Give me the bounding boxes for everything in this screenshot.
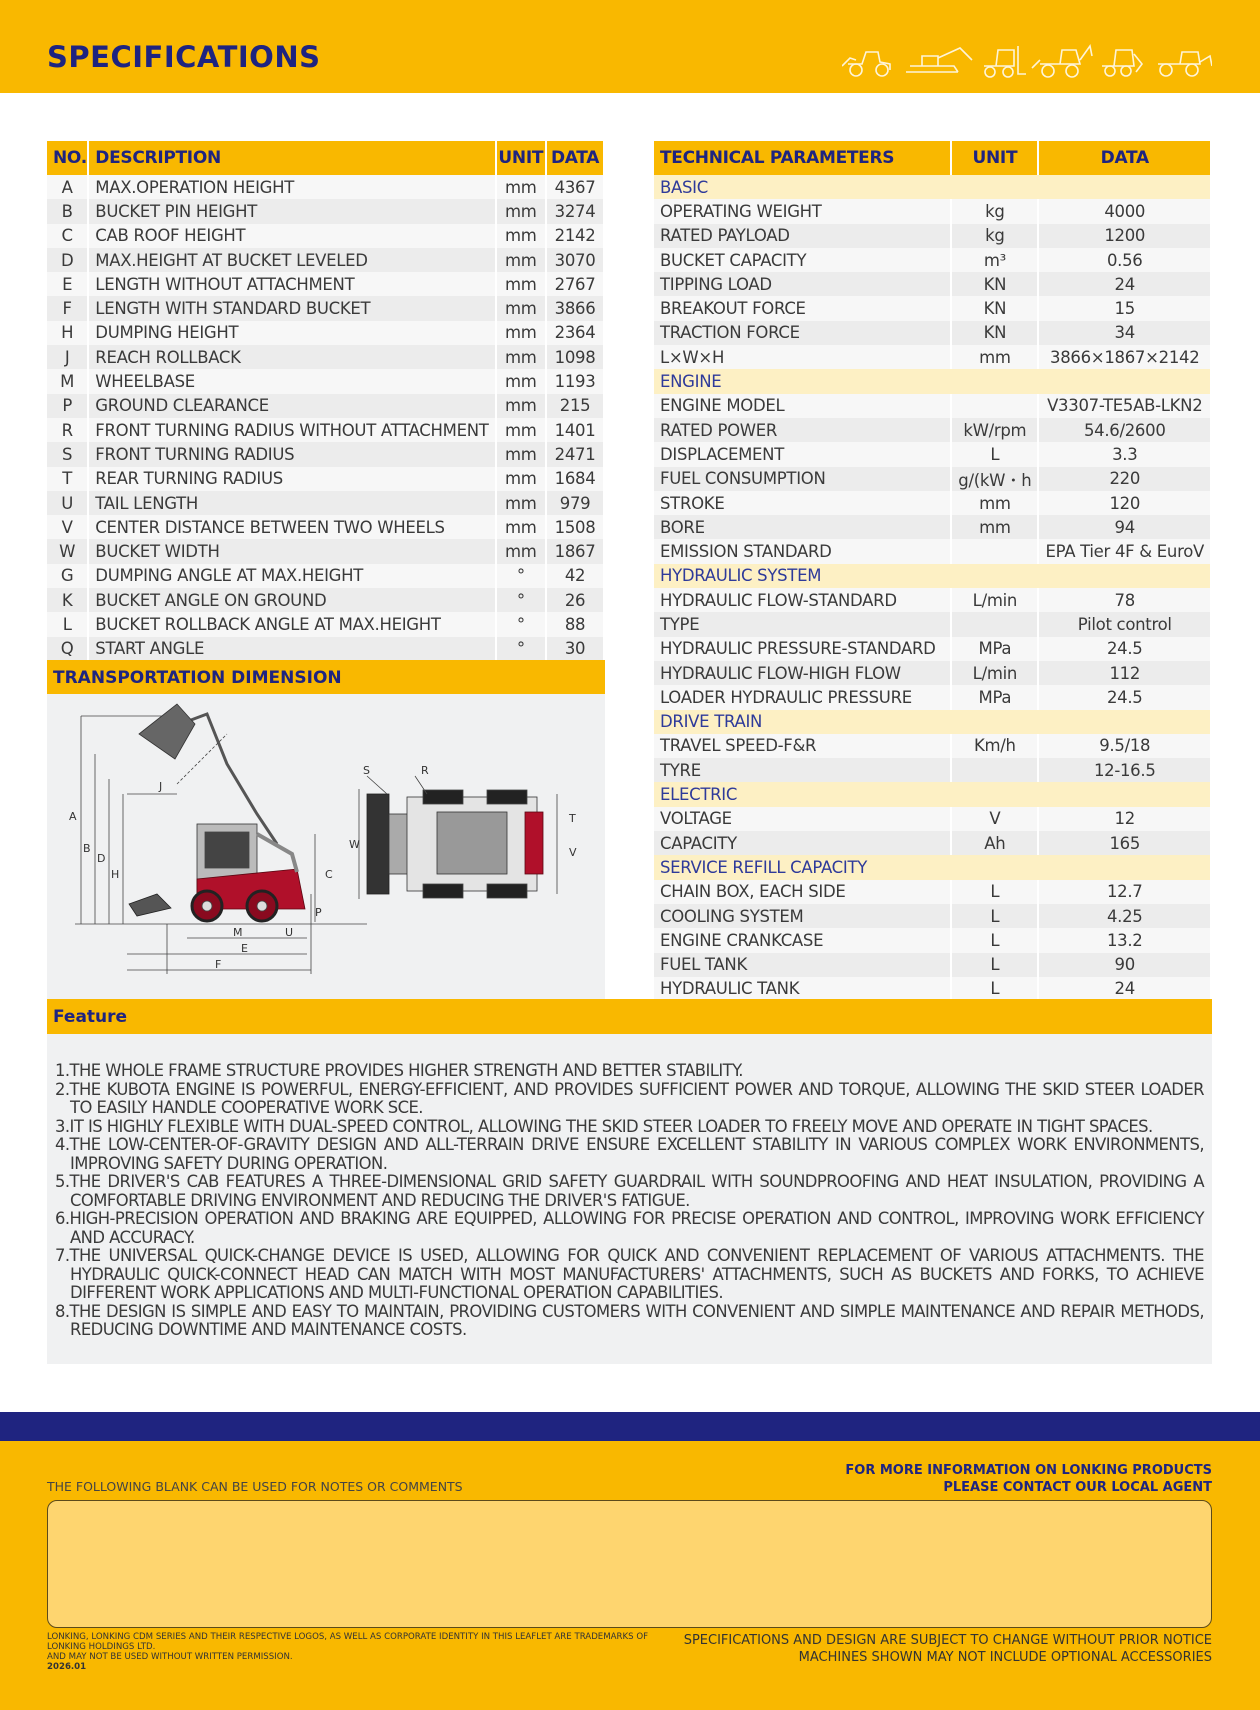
table-row [654, 394, 1211, 418]
table-row [654, 491, 1211, 515]
table-row [47, 199, 604, 223]
feature-item: 3.IT IS HIGHLY FLEXIBLE WITH DUAL-SPEED CONTROL, ALLOWING THE SKID STEER LOADER TO FREELY MOVE AND OPERATE IN TIGHT SPACES. [55, 1116, 1153, 1136]
cell-param: TRACTION FORCE [654, 321, 951, 345]
transport-dimension-header: TRANSPORTATION DIMENSION [47, 660, 605, 694]
table-row [47, 394, 604, 418]
table-row [654, 224, 1211, 248]
cell-param: TYPE [654, 612, 951, 636]
cell-param: BREAKOUT FORCE [654, 296, 951, 320]
page-header [0, 0, 1260, 93]
cell-description: TAIL LENGTH [88, 491, 495, 515]
backhoe-icon [1032, 46, 1092, 77]
col-data-header: DATA [1038, 141, 1211, 175]
section-label: HYDRAULIC SYSTEM [654, 564, 1211, 588]
table-row [654, 515, 1211, 539]
edition-date: 2026.01 [47, 1662, 87, 1672]
cell-data: 2767 [546, 272, 604, 296]
cell-unit: L [951, 880, 1038, 904]
table-row [654, 977, 1211, 1001]
cell-unit: mm [496, 224, 547, 248]
cell-unit: mm [496, 175, 547, 199]
cell-no: M [47, 369, 88, 393]
wheel-loader-icon [842, 52, 890, 76]
cell-data: 3866 [546, 296, 604, 320]
cell-data: 88 [546, 612, 604, 636]
cell-no: A [47, 175, 88, 199]
cell-unit: mm [496, 272, 547, 296]
cell-param: L×W×H [654, 345, 951, 369]
cell-description: START ANGLE [88, 637, 495, 661]
cell-unit: g/(kW・h [951, 467, 1038, 491]
cell-unit: L/min [951, 661, 1038, 685]
cell-unit: mm [496, 515, 547, 539]
col-unit-header: UNIT [951, 141, 1038, 175]
cell-unit: mm [496, 467, 547, 491]
cell-description: MAX.HEIGHT AT BUCKET LEVELED [88, 248, 495, 272]
cell-unit: MPa [951, 685, 1038, 709]
dim-label-m: M [233, 926, 243, 939]
cell-data: 24.5 [1038, 685, 1211, 709]
cell-description: WHEELBASE [88, 369, 495, 393]
feature-item: 6.HIGH-PRECISION OPERATION AND BRAKING ARE EQUIPPED, ALLOWING FOR PRECISE OPERATION AND CONTROL, IMPROVING WORK EFFICIENCY AND ACCURACY. [55, 1209, 1204, 1247]
legal-line-1: LONKING, LONKING CDM SERIES AND THEIR RESPECTIVE LOGOS, AS WELL AS CORPORATE IDENTITY IN THIS LEAFLET ARE TRADEMARKS OF LONKING HOLDINGS LTD. [47, 1632, 649, 1652]
cell-data: 1193 [546, 369, 604, 393]
legal-text [47, 1632, 687, 1672]
cell-unit: L/min [951, 588, 1038, 612]
table-row [654, 637, 1211, 661]
cell-description: GROUND CLEARANCE [88, 394, 495, 418]
cell-description: BUCKET PIN HEIGHT [88, 199, 495, 223]
cell-data: 42 [546, 564, 604, 588]
cell-data: 90 [1038, 953, 1211, 977]
cell-no: J [47, 345, 88, 369]
cell-data: 4.25 [1038, 904, 1211, 928]
cell-unit: L [951, 928, 1038, 952]
table-row [47, 345, 604, 369]
cell-unit: kW/rpm [951, 418, 1038, 442]
cell-param: HYDRAULIC FLOW-STANDARD [654, 588, 951, 612]
cell-no: F [47, 296, 88, 320]
cell-param: CAPACITY [654, 831, 951, 855]
cell-data: 30 [546, 637, 604, 661]
cell-no: U [47, 491, 88, 515]
table-row [47, 321, 604, 345]
cell-data: 4000 [1038, 199, 1211, 223]
cell-data: 220 [1038, 467, 1211, 491]
dim-label-w: W [349, 838, 360, 851]
table-row [47, 175, 604, 199]
cell-no: S [47, 442, 88, 466]
cell-data: 2471 [546, 442, 604, 466]
section-label: SERVICE REFILL CAPACITY [654, 855, 1211, 879]
section-row [654, 782, 1211, 806]
table-row [47, 515, 604, 539]
dim-label-r: R [421, 764, 429, 777]
cell-unit: mm [496, 394, 547, 418]
cell-data: 24 [1038, 977, 1211, 1001]
table-row [654, 442, 1211, 466]
section-label: ENGINE [654, 369, 1211, 393]
section-label: BASIC [654, 175, 1211, 199]
section-row [654, 710, 1211, 734]
cell-data: 15 [1038, 296, 1211, 320]
section-row [654, 564, 1211, 588]
col-description-header: DESCRIPTION [88, 141, 495, 175]
cell-data: 1401 [546, 418, 604, 442]
cell-unit: kg [951, 199, 1038, 223]
dim-label-c: C [325, 868, 333, 881]
section-label: DRIVE TRAIN [654, 710, 1211, 734]
table-row [654, 880, 1211, 904]
cell-data: 3866×1867×2142 [1038, 345, 1211, 369]
more-info-line-1: FOR MORE INFORMATION ON LONKING PRODUCTS [845, 1463, 1212, 1478]
cell-param: DISPLACEMENT [654, 442, 951, 466]
cell-data: 78 [1038, 588, 1211, 612]
cell-unit: mm [496, 345, 547, 369]
cell-data: EPA Tier 4F & EuroV [1038, 539, 1211, 563]
cell-description: CENTER DISTANCE BETWEEN TWO WHEELS [88, 515, 495, 539]
cell-description: LENGTH WITHOUT ATTACHMENT [88, 272, 495, 296]
cell-param: CHAIN BOX, EACH SIDE [654, 880, 951, 904]
table-row [47, 539, 604, 563]
table-row [47, 224, 604, 248]
table-row [654, 685, 1211, 709]
cell-data: 165 [1038, 831, 1211, 855]
cell-data: V3307-TE5AB-LKN2 [1038, 394, 1211, 418]
cell-unit: KN [951, 321, 1038, 345]
cell-unit: ° [496, 564, 547, 588]
cell-description: BUCKET ANGLE ON GROUND [88, 588, 495, 612]
table-row [654, 953, 1211, 977]
section-label: ELECTRIC [654, 782, 1211, 806]
cell-data: 3070 [546, 248, 604, 272]
cell-data: 3.3 [1038, 442, 1211, 466]
table-row [654, 928, 1211, 952]
table-row [47, 296, 604, 320]
cell-data: 34 [1038, 321, 1211, 345]
feature-item: 4.THE LOW-CENTER-OF-GRAVITY DESIGN AND ALL-TERRAIN DRIVE ENSURE EXCELLENT STABILITY IN VARIOUS COMPLEX WORK ENVIRONMENTS, IMPROVING SAFETY DURING OPERATION. [55, 1135, 1204, 1173]
dim-label-v: V [569, 846, 577, 859]
footer-blue-band [0, 1412, 1260, 1441]
cell-description: DUMPING ANGLE AT MAX.HEIGHT [88, 564, 495, 588]
cell-unit: mm [496, 248, 547, 272]
table-row [47, 418, 604, 442]
cell-unit: Ah [951, 831, 1038, 855]
dimensions-table [47, 141, 605, 661]
cell-data: 1200 [1038, 224, 1211, 248]
cell-unit: Km/h [951, 734, 1038, 758]
feature-list [55, 1062, 1204, 1340]
section-row [654, 175, 1211, 199]
notes-box[interactable] [47, 1500, 1212, 1628]
table-row [654, 248, 1211, 272]
cell-no: G [47, 564, 88, 588]
cell-unit: mm [496, 321, 547, 345]
cell-data: 2142 [546, 224, 604, 248]
cell-unit: mm [496, 442, 547, 466]
table-row [654, 418, 1211, 442]
machine-silhouettes-icon [842, 42, 1212, 78]
cell-param: HYDRAULIC FLOW-HIGH FLOW [654, 661, 951, 685]
table-row [654, 321, 1211, 345]
cell-no: V [47, 515, 88, 539]
table-row [654, 758, 1211, 782]
cell-param: TIPPING LOAD [654, 272, 951, 296]
table-row [47, 442, 604, 466]
cell-unit: mm [496, 418, 547, 442]
table-row [654, 296, 1211, 320]
table-row [654, 612, 1211, 636]
cell-data: 2364 [546, 321, 604, 345]
dim-label-h: H [111, 868, 120, 881]
feature-item: 5.THE DRIVER'S CAB FEATURES A THREE-DIMENSIONAL GRID SAFETY GUARDRAIL WITH SOUNDPROOFING AND HEAT INSULATION, PROVIDING A COMFORTABLE DRIVING ENVIRONMENT AND REDUCING THE DRIVER'S FATIGUE. [55, 1172, 1204, 1210]
table-row [654, 734, 1211, 758]
cell-description: DUMPING HEIGHT [88, 321, 495, 345]
compact-loader-icon [1158, 52, 1212, 76]
cell-data: 24.5 [1038, 637, 1211, 661]
cell-unit: ° [496, 637, 547, 661]
cell-data: 1508 [546, 515, 604, 539]
cell-param: COOLING SYSTEM [654, 904, 951, 928]
cell-param: TYRE [654, 758, 951, 782]
col-data-header: DATA [546, 141, 604, 175]
cell-unit: KN [951, 272, 1038, 296]
cell-unit [951, 394, 1038, 418]
cell-data: 1098 [546, 345, 604, 369]
cell-no: H [47, 321, 88, 345]
table-row [47, 637, 604, 661]
dim-label-b: B [83, 842, 91, 855]
feature-item: 2.THE KUBOTA ENGINE IS POWERFUL, ENERGY-EFFICIENT, AND PROVIDES SUFFICIENT POWER AND TORQUE, ALLOWING THE SKID STEER LOADER TO EASILY HANDLE COOPERATIVE WORK SCE. [55, 1079, 1204, 1117]
dim-label-d: D [97, 852, 106, 865]
cell-description: MAX.OPERATION HEIGHT [88, 175, 495, 199]
more-info-line-2: PLEASE CONTACT OUR LOCAL AGENT [943, 1480, 1212, 1495]
cell-data: 24 [1038, 272, 1211, 296]
cell-param: RATED PAYLOAD [654, 224, 951, 248]
cell-data: 26 [546, 588, 604, 612]
cell-no: E [47, 272, 88, 296]
cell-no: T [47, 467, 88, 491]
dim-label-a: A [69, 810, 77, 823]
cell-data: 4367 [546, 175, 604, 199]
excavator-icon [906, 48, 972, 72]
cell-param: LOADER HYDRAULIC PRESSURE [654, 685, 951, 709]
cell-unit [951, 612, 1038, 636]
cell-data: 12-16.5 [1038, 758, 1211, 782]
cell-no: L [47, 612, 88, 636]
cell-param: ENGINE MODEL [654, 394, 951, 418]
cell-no: Q [47, 637, 88, 661]
table-row [47, 272, 604, 296]
table-row [47, 491, 604, 515]
section-row [654, 855, 1211, 879]
cell-description: BUCKET ROLLBACK ANGLE AT MAX.HEIGHT [88, 612, 495, 636]
change-notice [684, 1632, 1212, 1666]
dim-label-t: T [569, 812, 576, 825]
dim-label-e: E [241, 942, 248, 955]
table-row [654, 904, 1211, 928]
feature-item: 7.THE UNIVERSAL QUICK-CHANGE DEVICE IS USED, ALLOWING FOR QUICK AND CONVENIENT REPLACEMENT OF VARIOUS ATTACHMENTS. THE HYDRAULIC QUICK-CONNECT HEAD CAN MATCH WITH MOST MANUFACTURERS' ATTACHMENTS, SUCH AS BUCKETS AND FORKS, TO ACHIEVE DIFFERENT WORK APPLICATIONS AND MULTI-FUNCTIONAL OPERATION CAPABILITIES. [55, 1246, 1204, 1302]
notice-line-2: MACHINES SHOWN MAY NOT INCLUDE OPTIONAL ACCESSORIES [798, 1650, 1212, 1665]
cell-description: REAR TURNING RADIUS [88, 467, 495, 491]
cell-unit: mm [496, 369, 547, 393]
cell-data: Pilot control [1038, 612, 1211, 636]
cell-data: 215 [546, 394, 604, 418]
cell-unit: mm [496, 539, 547, 563]
cell-unit: L [951, 442, 1038, 466]
table-row [654, 807, 1211, 831]
cell-no: C [47, 224, 88, 248]
cell-description: FRONT TURNING RADIUS WITHOUT ATTACHMENT [88, 418, 495, 442]
dim-label-j: J [159, 780, 163, 793]
notice-line-1: SPECIFICATIONS AND DESIGN ARE SUBJECT TO CHANGE WITHOUT PRIOR NOTICE [683, 1633, 1212, 1648]
table-row [654, 539, 1211, 563]
table-row [654, 588, 1211, 612]
more-info [845, 1462, 1212, 1496]
cell-unit: mm [496, 491, 547, 515]
cell-data: 94 [1038, 515, 1211, 539]
cell-param: HYDRAULIC PRESSURE-STANDARD [654, 637, 951, 661]
cell-data: 1867 [546, 539, 604, 563]
cell-data: 112 [1038, 661, 1211, 685]
cell-description: FRONT TURNING RADIUS [88, 442, 495, 466]
table-row [654, 272, 1211, 296]
cell-data: 3274 [546, 199, 604, 223]
cell-data: 1684 [546, 467, 604, 491]
cell-unit: mm [951, 491, 1038, 515]
cell-unit: MPa [951, 637, 1038, 661]
feature-item: 1.THE WHOLE FRAME STRUCTURE PROVIDES HIGHER STRENGTH AND BETTER STABILITY. [55, 1061, 743, 1080]
table-row [654, 345, 1211, 369]
table-row [47, 369, 604, 393]
cell-no: R [47, 418, 88, 442]
cell-unit: V [951, 807, 1038, 831]
cell-param: BUCKET CAPACITY [654, 248, 951, 272]
loader-dimension-drawing [47, 694, 605, 999]
cell-unit: ° [496, 588, 547, 612]
cell-unit [951, 539, 1038, 563]
feature-panel [47, 1034, 1212, 1364]
cell-data: 979 [546, 491, 604, 515]
technical-parameters-table [654, 141, 1212, 1001]
cell-param: STROKE [654, 491, 951, 515]
cell-unit: L [951, 977, 1038, 1001]
table-row [47, 564, 604, 588]
cell-param: FUEL TANK [654, 953, 951, 977]
table-row [47, 612, 604, 636]
cell-data: 12.7 [1038, 880, 1211, 904]
cell-unit: L [951, 953, 1038, 977]
cell-data: 9.5/18 [1038, 734, 1211, 758]
feature-header: Feature [47, 999, 1212, 1034]
cell-param: FUEL CONSUMPTION [654, 467, 951, 491]
cell-no: W [47, 539, 88, 563]
cell-description: LENGTH WITH STANDARD BUCKET [88, 296, 495, 320]
cell-no: B [47, 199, 88, 223]
dim-label-f: F [215, 958, 222, 971]
cell-data: 13.2 [1038, 928, 1211, 952]
cell-param: ENGINE CRANKCASE [654, 928, 951, 952]
cell-no: P [47, 394, 88, 418]
cell-unit: kg [951, 224, 1038, 248]
cell-unit: mm [951, 515, 1038, 539]
cell-unit: mm [496, 296, 547, 320]
cell-description: CAB ROOF HEIGHT [88, 224, 495, 248]
cell-description: REACH ROLLBACK [88, 345, 495, 369]
dim-label-p: P [315, 906, 322, 919]
table-row [654, 661, 1211, 685]
cell-param: BORE [654, 515, 951, 539]
page-title: SPECIFICATIONS [47, 40, 321, 74]
dim-label-s: S [363, 764, 370, 777]
transport-dimension-panel [47, 694, 605, 999]
table-row [47, 248, 604, 272]
cell-unit [951, 758, 1038, 782]
cell-param: EMISSION STANDARD [654, 539, 951, 563]
cell-unit: KN [951, 296, 1038, 320]
cell-unit: ° [496, 612, 547, 636]
cell-unit: mm [951, 345, 1038, 369]
cell-param: HYDRAULIC TANK [654, 977, 951, 1001]
table-row [47, 467, 604, 491]
section-row [654, 369, 1211, 393]
col-param-header: TECHNICAL PARAMETERS [654, 141, 951, 175]
technical-header-row [654, 141, 1211, 175]
cell-param: TRAVEL SPEED-F&R [654, 734, 951, 758]
cell-data: 54.6/2600 [1038, 418, 1211, 442]
feature-item: 8.THE DESIGN IS SIMPLE AND EASY TO MAINTAIN, PROVIDING CUSTOMERS WITH CONVENIENT AND SIMPLE MAINTENANCE AND REPAIR METHODS, REDUCING DOWNTIME AND MAINTENANCE COSTS. [55, 1301, 1204, 1339]
notes-label: THE FOLLOWING BLANK CAN BE USED FOR NOTES OR COMMENTS [47, 1479, 463, 1494]
dim-label-u: U [285, 926, 294, 939]
table-row [654, 199, 1211, 223]
table-row [654, 467, 1211, 491]
cell-data: 120 [1038, 491, 1211, 515]
cell-param: OPERATING WEIGHT [654, 199, 951, 223]
table-row [654, 831, 1211, 855]
dimensions-header-row [47, 141, 604, 175]
cell-unit: L [951, 904, 1038, 928]
cell-data: 0.56 [1038, 248, 1211, 272]
cell-unit: mm [496, 199, 547, 223]
forklift-icon [984, 46, 1026, 77]
cell-param: RATED POWER [654, 418, 951, 442]
cell-data: 12 [1038, 807, 1211, 831]
cell-no: D [47, 248, 88, 272]
cell-param: VOLTAGE [654, 807, 951, 831]
cell-no: K [47, 588, 88, 612]
table-row [47, 588, 604, 612]
skid-steer-icon [1102, 50, 1142, 76]
cell-description: BUCKET WIDTH [88, 539, 495, 563]
col-no-header: NO. [47, 141, 88, 175]
legal-line-2: AND MAY NOT BE USED WITHOUT WRITTEN PERMISSION. [47, 1652, 293, 1662]
col-unit-header: UNIT [496, 141, 547, 175]
cell-unit: m³ [951, 248, 1038, 272]
